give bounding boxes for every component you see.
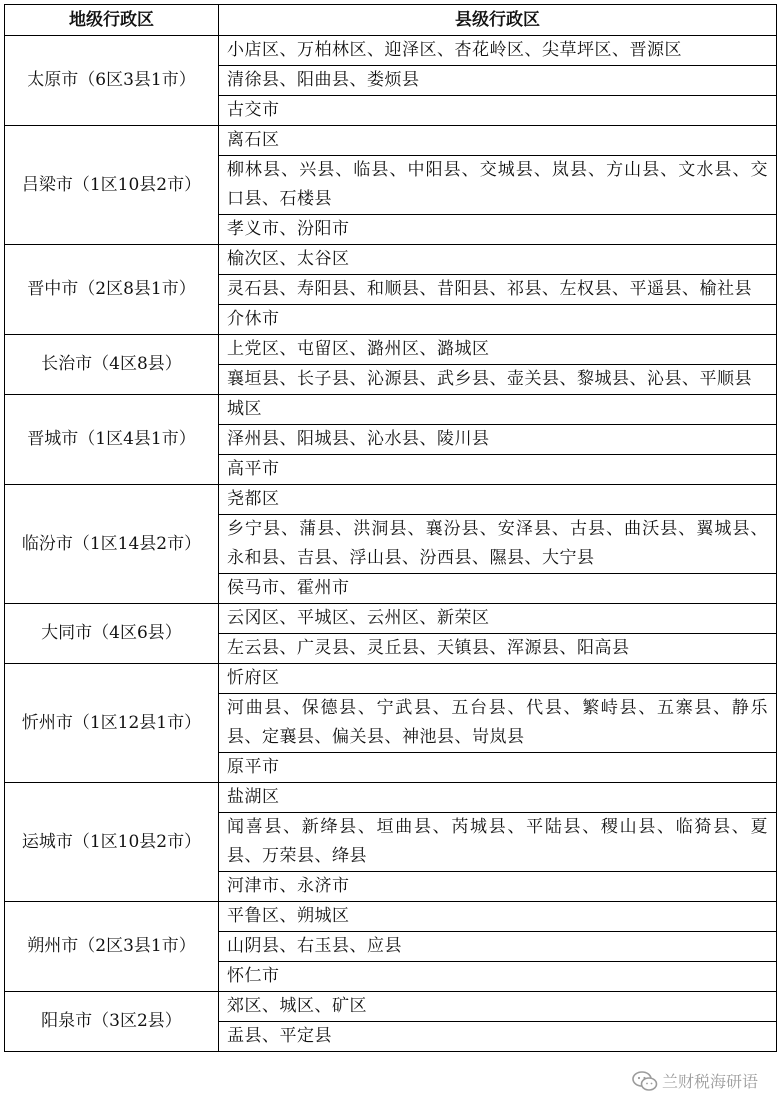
county-cell: 城区 bbox=[219, 395, 777, 425]
city-cell: 朔州市（2区3县1市） bbox=[5, 902, 219, 992]
county-cell: 盂县、平定县 bbox=[219, 1022, 777, 1052]
table-row bbox=[5, 902, 777, 932]
county-cell: 盐湖区 bbox=[219, 783, 777, 813]
county-cell: 乡宁县、蒲县、洪洞县、襄汾县、安泽县、古县、曲沃县、翼城县、永和县、吉县、浮山县、汾西县、隰县、大宁县 bbox=[219, 515, 777, 574]
city-cell: 晋中市（2区8县1市） bbox=[5, 245, 219, 335]
watermark bbox=[632, 1069, 758, 1092]
county-cell: 灵石县、寿阳县、和顺县、昔阳县、祁县、左权县、平遥县、榆社县 bbox=[219, 275, 777, 305]
table-row bbox=[5, 604, 777, 634]
city-cell: 吕梁市（1区10县2市） bbox=[5, 126, 219, 245]
city-cell: 大同市（4区6县） bbox=[5, 604, 219, 664]
county-cell: 柳林县、兴县、临县、中阳县、交城县、岚县、方山县、文水县、交口县、石楼县 bbox=[219, 156, 777, 215]
county-cell: 侯马市、霍州市 bbox=[219, 574, 777, 604]
table-row bbox=[5, 664, 777, 694]
city-cell: 忻州市（1区12县1市） bbox=[5, 664, 219, 783]
watermark-text: 兰财税海研语 bbox=[661, 1072, 758, 1091]
county-cell: 小店区、万柏林区、迎泽区、杏花岭区、尖草坪区、晋源区 bbox=[219, 36, 777, 66]
header-city: 地级行政区 bbox=[5, 5, 219, 36]
city-cell: 太原市（6区3县1市） bbox=[5, 36, 219, 126]
county-cell: 山阴县、右玉县、应县 bbox=[219, 932, 777, 962]
county-cell: 左云县、广灵县、灵丘县、天镇县、浑源县、阳高县 bbox=[219, 634, 777, 664]
county-cell: 离石区 bbox=[219, 126, 777, 156]
wechat-icon bbox=[632, 1070, 658, 1092]
table-row bbox=[5, 783, 777, 813]
county-cell: 忻府区 bbox=[219, 664, 777, 694]
county-cell: 介休市 bbox=[219, 305, 777, 335]
county-cell: 高平市 bbox=[219, 455, 777, 485]
table-row bbox=[5, 36, 777, 66]
county-cell: 闻喜县、新绛县、垣曲县、芮城县、平陆县、稷山县、临猗县、夏县、万荣县、绛县 bbox=[219, 813, 777, 872]
header-county: 县级行政区 bbox=[219, 5, 777, 36]
county-cell: 泽州县、阳城县、沁水县、陵川县 bbox=[219, 425, 777, 455]
county-cell: 平鲁区、朔城区 bbox=[219, 902, 777, 932]
table-row bbox=[5, 335, 777, 365]
table-row bbox=[5, 485, 777, 515]
header-row bbox=[5, 5, 777, 36]
county-cell: 古交市 bbox=[219, 96, 777, 126]
county-cell: 郊区、城区、矿区 bbox=[219, 992, 777, 1022]
city-cell: 长治市（4区8县） bbox=[5, 335, 219, 395]
admin-division-table bbox=[4, 4, 777, 1052]
county-cell: 河曲县、保德县、宁武县、五台县、代县、繁峙县、五寨县、静乐县、定襄县、偏关县、神池县、岢岚县 bbox=[219, 694, 777, 753]
document bbox=[4, 4, 776, 1052]
city-cell: 阳泉市（3区2县） bbox=[5, 992, 219, 1052]
county-cell: 怀仁市 bbox=[219, 962, 777, 992]
county-cell: 云冈区、平城区、云州区、新荣区 bbox=[219, 604, 777, 634]
table-row bbox=[5, 395, 777, 425]
county-cell: 孝义市、汾阳市 bbox=[219, 215, 777, 245]
county-cell: 河津市、永济市 bbox=[219, 872, 777, 902]
county-cell: 榆次区、太谷区 bbox=[219, 245, 777, 275]
table-row bbox=[5, 126, 777, 156]
county-cell: 尧都区 bbox=[219, 485, 777, 515]
city-cell: 运城市（1区10县2市） bbox=[5, 783, 219, 902]
table-row bbox=[5, 992, 777, 1022]
city-cell: 临汾市（1区14县2市） bbox=[5, 485, 219, 604]
county-cell: 上党区、屯留区、潞州区、潞城区 bbox=[219, 335, 777, 365]
city-cell: 晋城市（1区4县1市） bbox=[5, 395, 219, 485]
table-body bbox=[5, 36, 777, 1052]
county-cell: 原平市 bbox=[219, 753, 777, 783]
county-cell: 清徐县、阳曲县、娄烦县 bbox=[219, 66, 777, 96]
table-row bbox=[5, 245, 777, 275]
county-cell: 襄垣县、长子县、沁源县、武乡县、壶关县、黎城县、沁县、平顺县 bbox=[219, 365, 777, 395]
